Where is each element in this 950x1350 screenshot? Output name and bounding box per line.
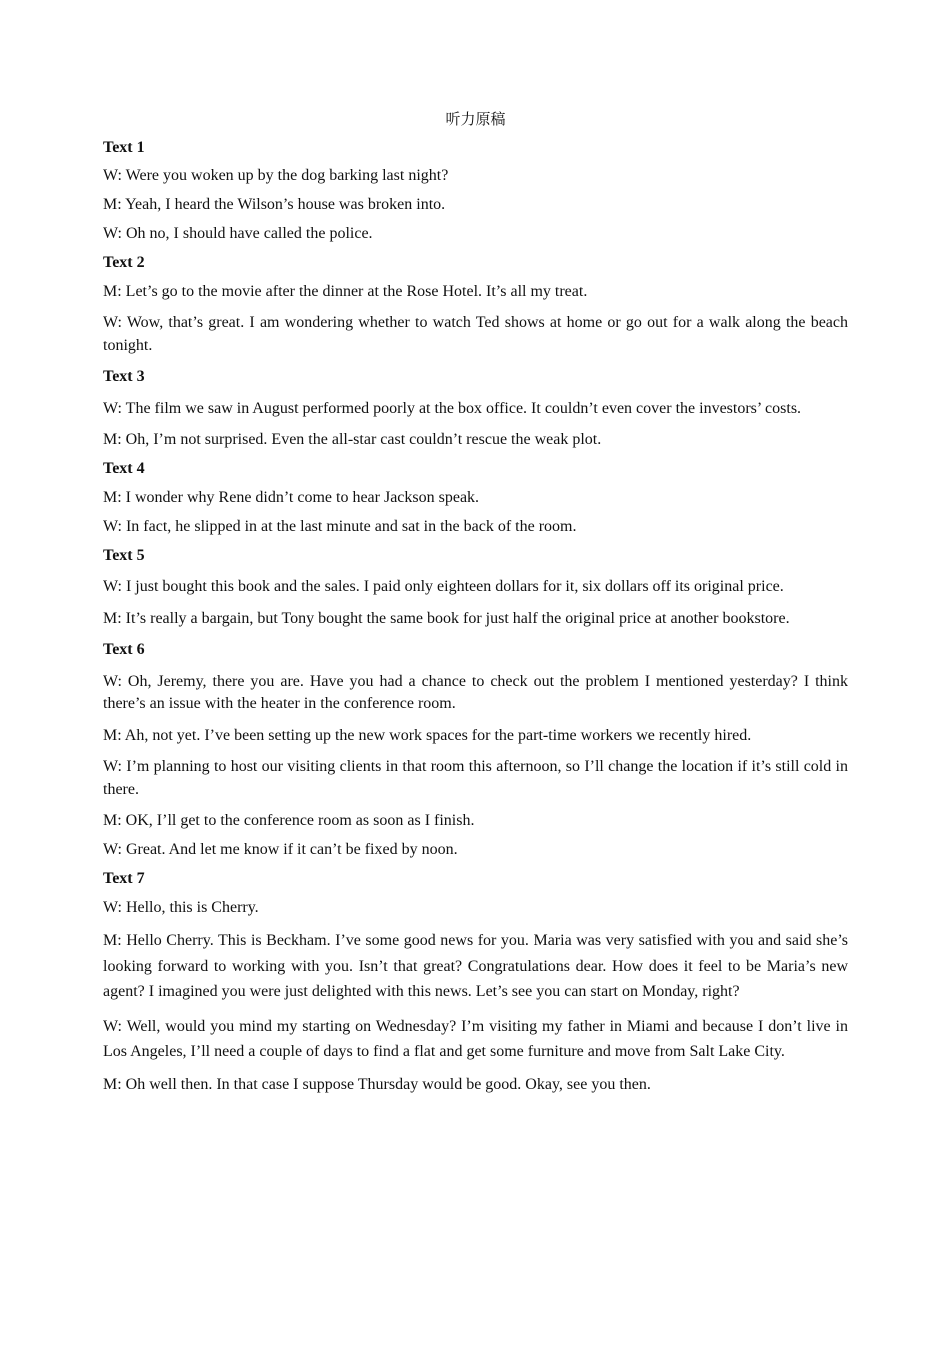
section-heading-text-1: Text 1 xyxy=(103,138,145,156)
dialogue-line: W: Great. And let me know if it can’t be fixed by noon. xyxy=(103,841,458,858)
dialogue-line: W: Hello, this is Cherry. xyxy=(103,898,259,916)
dialogue-line: M: Oh, I’m not surprised. Even the all-star cast couldn’t rescue the weak plot. xyxy=(103,431,602,448)
dialogue-line: M: Oh well then. In that case I suppose Thursday would be good. Okay, see you then. xyxy=(103,1075,651,1093)
document-page xyxy=(103,108,848,1103)
dialogue-line: W: Oh, Jeremy, there you are. Have you had a chance to check out the problem I mentioned yesterday? I think there’s an issue with the heater in the conference room. xyxy=(103,672,848,712)
dialogue-line: M: I wonder why Rene didn’t come to hear Jackson speak. xyxy=(103,488,480,506)
dialogue-line: M: Hello Cherry. This is Beckham. I’ve some good news for you. Maria was very satisfied with you and said she’s looking forward to working with you. Isn’t that great? Congratulations dear. How does it feel to be Maria’s new agent? I imagined you were just delighted with this news. Let’s see you can start on Monday, right? xyxy=(103,932,848,1000)
dialogue-line: W: Oh no, I should have called the police. xyxy=(103,225,373,242)
dialogue-line: M: It’s really a bargain, but Tony bought the same book for just half the original price at another bookstore. xyxy=(103,609,790,627)
section-heading-text-7: Text 7 xyxy=(103,870,145,887)
dialogue-line: W: Wow, that’s great. I am wondering whether to watch Ted shows at home or go out for a walk along the beach tonight. xyxy=(103,314,848,354)
section-heading-text-5: Text 5 xyxy=(103,546,145,564)
dialogue-line: W: In fact, he slipped in at the last minute and sat in the back of the room. xyxy=(103,517,577,535)
dialogue-line: W: I just bought this book and the sales. I paid only eighteen dollars for it, six dollars off its original price. xyxy=(103,578,784,595)
section-heading-text-4: Text 4 xyxy=(103,460,145,477)
dialogue-line: W: I’m planning to host our visiting clients in that room this afternoon, so I’ll change the location if it’s still cold in there. xyxy=(103,758,848,798)
section-heading-text-6: Text 6 xyxy=(103,641,145,658)
document-title: 听力原稿 xyxy=(445,110,506,128)
dialogue-line: M: OK, I’ll get to the conference room as soon as I finish. xyxy=(103,812,475,829)
dialogue-line: W: Were you woken up by the dog barking last night? xyxy=(103,167,449,184)
section-heading-text-3: Text 3 xyxy=(103,368,145,385)
section-heading-text-2: Text 2 xyxy=(103,254,145,271)
dialogue-line: W: Well, would you mind my starting on Wednesday? I’m visiting my father in Miami and because I don’t live in Los Angeles, I’ll need a couple of days to find a flat and get some furniture and move from Salt Lake City. xyxy=(103,1017,848,1060)
dialogue-line: W: The film we saw in August performed poorly at the box office. It couldn’t even cover the investors’ costs. xyxy=(103,399,802,417)
dialogue-line: M: Ah, not yet. I’ve been setting up the new work spaces for the part-time workers we recently hired. xyxy=(103,726,752,744)
dialogue-line: M: Yeah, I heard the Wilson’s house was broken into. xyxy=(103,196,446,213)
dialogue-line: M: Let’s go to the movie after the dinner at the Rose Hotel. It’s all my treat. xyxy=(103,282,588,300)
